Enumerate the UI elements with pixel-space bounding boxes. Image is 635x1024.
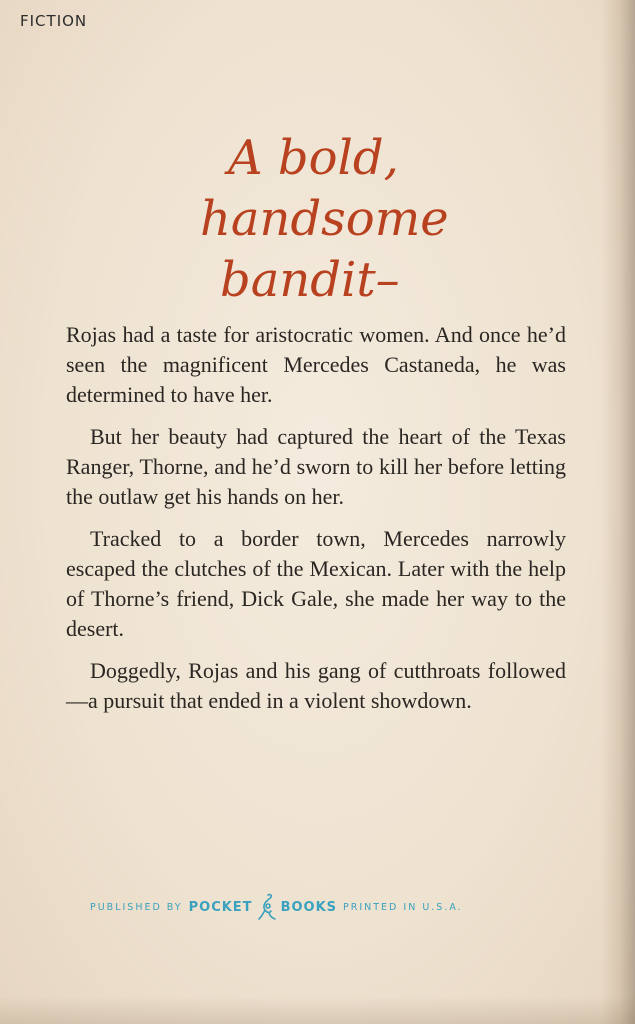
bottom-wear-shading (0, 996, 635, 1024)
kangaroo-icon (257, 892, 277, 922)
blurb-paragraph-2: But her beauty had captured the heart of the Texas Ranger, Thorne, and he’d sworn to kill her before letting the outlaw get his hands on her. (66, 424, 566, 509)
headline (200, 128, 460, 311)
blurb (66, 320, 566, 728)
genre-label: FICTION (20, 12, 88, 30)
pocket-text: POCKET (188, 899, 253, 915)
headline-line-3: bandit– (220, 252, 400, 308)
blurb-paragraph-4: Doggedly, Rojas and his gang of cutthroats followed—a pursuit that ended in a violent showdown. (66, 658, 566, 713)
headline-line-1: A bold, (228, 130, 399, 186)
published-by-text: PUBLISHED BY (90, 901, 183, 913)
books-text: BOOKS (280, 899, 338, 915)
headline-line-2: handsome (200, 191, 449, 247)
spine-wear-shading (601, 0, 635, 1024)
blurb-paragraph-3: Tracked to a border town, Mercedes narrowly escaped the clutches of the Mexican. Later with the help of Thorne’s friend, Dick Gale, she made her way to the desert. (66, 526, 566, 641)
blurb-paragraph-1: Rojas had a taste for aristocratic women. And once he’d seen the magnificent Mercedes Castaneda, he was determined to have her. (66, 322, 566, 407)
printed-in-text: PRINTED IN U.S.A. (343, 901, 463, 913)
publisher-line (90, 892, 560, 922)
